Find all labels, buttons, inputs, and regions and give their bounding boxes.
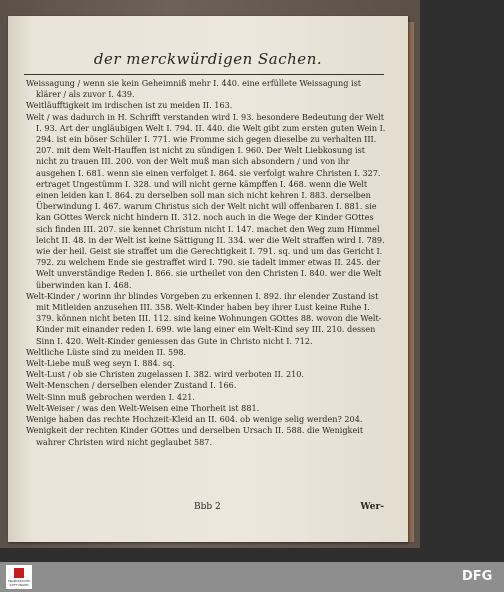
index-entry: Welt-Weiser / was den Welt-Weisen eine Thorheit ist 881.: [26, 402, 260, 413]
catchword: Wer-: [360, 502, 384, 512]
library-logo-icon: [14, 568, 24, 578]
book-page: [8, 16, 408, 542]
index-entry: Weltliche Lüste sind zu meiden II. 598.: [26, 346, 187, 357]
index-entry: Welt-Lust / ob sie Christen zugelassen I. 382. wird verboten II. 210.: [26, 369, 304, 380]
library-logo-text: FRANCKESCHE STIFTUNGEN: [7, 579, 31, 587]
signature-mark: Bbb 2: [194, 502, 221, 512]
index-entry: Welt / was dadurch in H. Schrifft verstanden wird I. 93. besondere Bedeutung der Welt I. 93. Art der ungläubigen Welt I. 794. II. 440. die Welt gibt zum ersten guten Wein I. 294. ist ein böser Schüler I. 771. wie Fromme sich gegen dieselbe zu verhalten III. 207. mit dem Welt-Hauffen ist nicht zu sündigen I. 960. Der Welt Liebkosung ist nicht zu trauen III. 200. von der Welt muß man sich absondern / und von ihr ausgehen I. 681. wenn sie einen verfolget I. 864. sie verfolgt wahre Christen I. 327. ertraget Ungestümm I. 328. und will nicht gerne kämpffen I. 468. wenn die Welt einen leiden kan I. 864. zu derselben soll man sich nicht kehren I. 883. derselben Überwindung I. 467. warum Christus sich der Welt nicht will offenbaren I. 881. sie kan GOttes Werck nicht hindern II. 312. noch auch in die Wege der Kinder GOttes sich finden III. 207. sie kennet Christum nicht I. 147. machet den Weg zum Himmel leicht II. 48. in der Welt ist keine Sättigung II. 334. wer die Welt straffen wird I. 789. wie der heil. Geist sie straffet um die Gerechtigkeit I. 791. sq. und um das Gericht I. 792. zu welchem Ende sie gestraffet wird I. 790. sie tadelt immer etwas II. 245. der Welt unverständige Reden I. 866. sie urtheilet von den Christen I. 840. wer die Welt überwinden kan I. 468.: [26, 111, 386, 290]
page-footer: [8, 502, 408, 516]
index-entry: Welt-Sinn muß gebrochen werden I. 421.: [26, 391, 195, 402]
running-head: der merckwürdigen Sachen.: [93, 50, 323, 68]
index-entry: Welt-Liebe muß weg seyn I. 884. sq.: [26, 358, 175, 369]
index-entry: Wenigkeit der rechten Kinder GOttes und derselben Ursach II. 588. die Wenigkeit wahrer Christen wird nicht geglaubet 587.: [26, 425, 364, 447]
viewer-footer-bar: [0, 562, 504, 592]
index-entry: Wenige haben das rechte Hochzeit-Kleid an II. 604. ob wenige selig werden? 204.: [26, 414, 363, 425]
book-edge: [408, 22, 414, 542]
index-entry: Welt-Menschen / derselben elender Zustand I. 166.: [26, 380, 237, 391]
index-entries: [26, 78, 386, 448]
dfg-logo[interactable]: DFG: [462, 569, 493, 584]
index-entry: Weissagung / wenn sie kein Geheimniß mehr I. 440. eine erfüllete Weissagung ist klärer / als zuvor I. 439.: [26, 78, 362, 100]
library-logo[interactable]: [6, 565, 32, 589]
index-entry: Welt-Kinder / worinn ihr blindes Vorgeben zu erkennen I. 892. ihr elender Zustand ist mit Mitleiden anzusehen III. 358. Welt-Kinder haben bey ihrer Lust keine Ruhe I. 379. können nicht beten III. 112. sind keine Wohnungen GOttes 88. wovon die Welt-Kinder mit einander reden I. 699. wie lang einer ein Welt-Kind sey III. 210. dessen Sinn I. 420. Welt-Kinder geniessen das Gute in Christo nicht I. 712.: [26, 290, 382, 346]
header-rule: [24, 74, 384, 75]
index-entry: Weitläufftigkeit im irdischen ist zu meiden II. 163.: [26, 100, 233, 111]
